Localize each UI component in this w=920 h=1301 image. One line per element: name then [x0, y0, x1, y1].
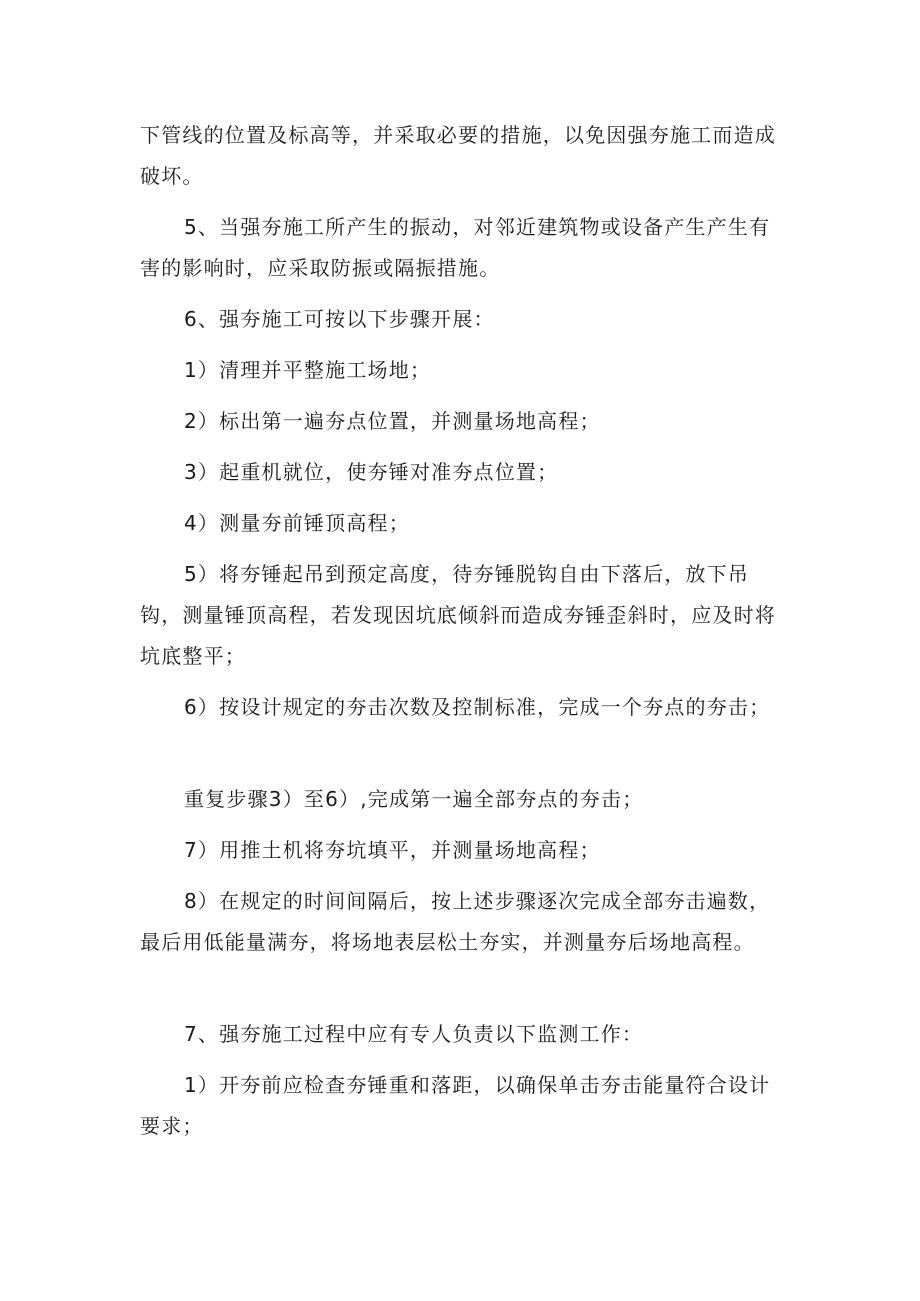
paragraph-pipeline-continuation: 下管线的位置及标高等，并采取必要的措施，以免因强夯施工而造成破坏。 — [140, 123, 776, 188]
paragraph-step-8: 8）在规定的时间间隔后，按上述步骤逐次完成全部夯击遍数，最后用低能量满夯，将场地表层松土夯实，并测量夯后场地高程。 — [140, 889, 771, 954]
paragraph-step-2: 2）标出第一遍夯点位置，并测量场地高程； — [184, 409, 601, 433]
paragraph-item-7-monitoring: 7、强夯施工过程中应有专人负责以下监测工作： — [184, 1022, 644, 1046]
paragraph-monitoring-1: 1）开夯前应检查夯锤重和落距，以确保单击夯击能量符合设计要求； — [140, 1073, 771, 1138]
paragraph-step-3: 3）起重机就位，使夯锤对准夯点位置； — [184, 460, 559, 484]
paragraph-repeat-steps: 重复步骤3）至6）,完成第一遍全部夯点的夯击； — [184, 787, 644, 811]
paragraph-step-6: 6）按设计规定的夯击次数及控制标准，完成一个夯点的夯击； — [184, 695, 771, 719]
paragraph-step-1: 1）清理并平整施工场地； — [184, 358, 432, 382]
paragraph-item-5-vibration: 5、当强夯施工所产生的振动，对邻近建筑物或设备产生产生有害的影响时，应采取防振或隔振措施。 — [140, 215, 771, 280]
paragraph-step-5: 5）将夯锤起吊到预定高度，待夯锤脱钩自由下落后，放下吊钩，测量锤顶高程，若发现因坑底倾斜而造成夯锤歪斜时，应及时将坑底整平； — [140, 562, 776, 668]
paragraph-step-4: 4）测量夯前锤顶高程； — [184, 511, 410, 535]
paragraph-step-7: 7）用推土机将夯坑填平，并测量场地高程； — [184, 838, 601, 862]
paragraph-item-6-steps-heading: 6、强夯施工可按以下步骤开展： — [184, 307, 495, 331]
